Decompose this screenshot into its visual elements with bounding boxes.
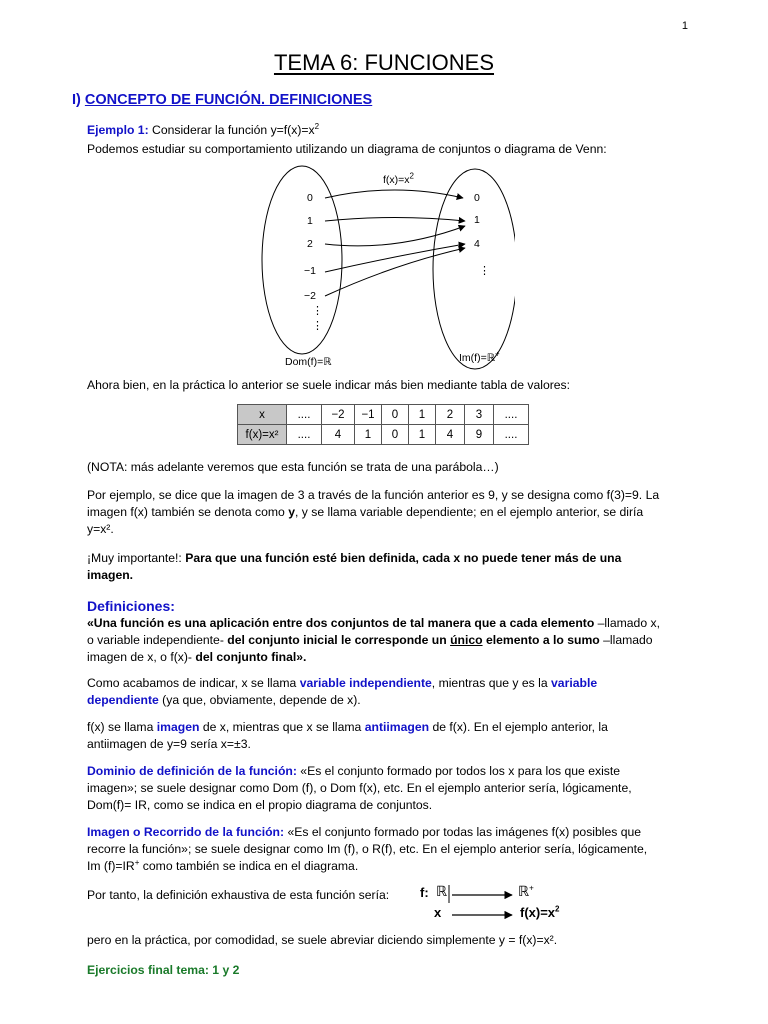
para-line bbox=[87, 675, 697, 692]
table-cell: −1 bbox=[355, 405, 382, 425]
page-number: 1 bbox=[681, 20, 688, 32]
dom-label: Dom(f)=ℝ bbox=[285, 356, 332, 368]
fmap-domain: ℝ bbox=[436, 883, 448, 899]
domain-value: −1 bbox=[304, 265, 316, 277]
domain-ellipse bbox=[262, 166, 342, 354]
def-span: –llamado x, bbox=[594, 616, 660, 630]
para-line bbox=[87, 719, 697, 736]
table-cell: 4 bbox=[436, 425, 465, 445]
table-cell: 4 bbox=[322, 425, 355, 445]
definition-exhaustive: Por tanto, la definición exhaustiva de esta función sería: bbox=[87, 888, 390, 902]
table-cell: 2 bbox=[436, 405, 465, 425]
def-underline: único bbox=[450, 633, 483, 647]
table-cell: 9 bbox=[465, 425, 494, 445]
para-line: Por ejemplo, se dice que la imagen de 3 a través de la función anterior es 9, y se designa como f(3)=9. La bbox=[87, 488, 660, 502]
para-line: recorre la función»; se suele designar como Im (f), o R(f), etc. En el ejemplo anterior sería, lógicamente, bbox=[87, 842, 648, 856]
term-highlight: variable bbox=[551, 676, 598, 690]
table-cell: f(x)=x² bbox=[238, 425, 287, 445]
para-sup: + bbox=[134, 857, 140, 867]
variables-paragraph bbox=[87, 675, 697, 709]
table-cell: .... bbox=[494, 425, 529, 445]
fmap-fx bbox=[520, 905, 560, 920]
fmap-codomain-sup: + bbox=[529, 883, 534, 893]
im-label-text: Im(f)=ℝ bbox=[459, 352, 496, 364]
term-highlight: variable independiente bbox=[299, 676, 432, 690]
para-line: antiimagen de y=9 sería x=±3. bbox=[87, 737, 251, 751]
example-label: Ejemplo 1: bbox=[87, 123, 149, 137]
exercises-link: Ejercicios final tema: 1 y 2 bbox=[87, 963, 240, 977]
arrow-minus2 bbox=[325, 248, 465, 296]
nota-text: (NOTA: más adelante veremos que esta función se trata de una parábola…) bbox=[87, 460, 499, 474]
para-span: Im (f)=IR bbox=[87, 859, 135, 873]
domain-value: 2 bbox=[307, 238, 313, 250]
para-span: , y se llama variable dependiente; en el ejemplo anterior, se diría bbox=[294, 505, 644, 519]
def-bold: del conjunto final». bbox=[195, 650, 307, 664]
values-table bbox=[237, 404, 529, 445]
example-line bbox=[87, 122, 697, 139]
para-line: imagen»; se suele designar como Dom (f), o Dom f(x), etc. En el ejemplo anterior sería, lógicamente, bbox=[87, 781, 632, 795]
def-span: imagen de x, o f(x)- bbox=[87, 650, 196, 664]
para-line bbox=[87, 858, 697, 875]
fmap-codomain-text: ℝ bbox=[518, 883, 530, 899]
fmap-fx-text: f(x)=x bbox=[520, 905, 556, 920]
important-bold: Para que una función esté bien definida, cada x no puede tener más de una bbox=[185, 551, 622, 565]
image-value: 4 bbox=[474, 238, 480, 250]
domain-value: −2 bbox=[304, 290, 316, 302]
dominio-paragraph bbox=[87, 763, 697, 814]
para-line bbox=[87, 615, 697, 632]
para-span: de f(x). En el ejemplo anterior, la bbox=[429, 720, 608, 734]
important-bold: imagen. bbox=[87, 568, 134, 582]
term-highlight: antiimagen bbox=[364, 720, 430, 734]
svg-text:⋮: ⋮ bbox=[479, 265, 490, 277]
svg-text:⋮: ⋮ bbox=[312, 320, 323, 332]
svg-text:⋮: ⋮ bbox=[312, 305, 323, 317]
important-paragraph bbox=[87, 550, 697, 584]
table-row-fx bbox=[238, 425, 529, 445]
arrow-label-sup: 2 bbox=[409, 171, 414, 181]
definiciones-heading: Definiciones: bbox=[87, 598, 175, 614]
para-line: Dom(f)= IR, como se indica en el propio diagrama de conjuntos. bbox=[87, 798, 433, 812]
im-label-sup: + bbox=[495, 349, 500, 359]
fmap-f: f: bbox=[420, 885, 429, 900]
table-cell: 3 bbox=[465, 405, 494, 425]
table-intro: Ahora bien, en la práctica lo anterior se suele indicar más bien mediante tabla de valores: bbox=[87, 378, 571, 392]
table-cell: x bbox=[238, 405, 287, 425]
table-cell: 0 bbox=[382, 425, 409, 445]
def-bold: del conjunto inicial le corresponde un bbox=[227, 633, 451, 647]
para-line bbox=[87, 824, 697, 841]
intro-text: Podemos estudiar su comportamiento utilizando un diagrama de conjuntos o diagrama de Venn: bbox=[87, 142, 607, 156]
recorrido-paragraph bbox=[87, 824, 697, 875]
para-span: imagen f(x) también se denota como bbox=[87, 505, 289, 519]
def-bold: elemento a lo sumo bbox=[482, 633, 600, 647]
table-cell: 1 bbox=[409, 425, 436, 445]
imagen-paragraph bbox=[87, 719, 697, 753]
example-sup: 2 bbox=[314, 121, 320, 131]
def-span: o variable independiente- bbox=[87, 633, 228, 647]
domain-value: 0 bbox=[307, 192, 313, 204]
table-row-x bbox=[238, 405, 529, 425]
example-paragraph bbox=[87, 487, 697, 538]
para-span: «Es el conjunto formado por todos los x para los que existe bbox=[296, 764, 621, 778]
para-bold: y bbox=[288, 505, 295, 519]
function-mapping bbox=[420, 883, 580, 925]
para-span: f(x) se llama bbox=[87, 720, 157, 734]
para-line bbox=[87, 504, 697, 521]
table-cell: .... bbox=[287, 425, 322, 445]
im-label bbox=[459, 349, 500, 364]
arrow-1 bbox=[325, 218, 465, 222]
term-highlight: imagen bbox=[156, 720, 200, 734]
para-span: , mientras que y es la bbox=[431, 676, 552, 690]
para-span: como también se indica en el diagrama. bbox=[139, 859, 359, 873]
table-cell: −2 bbox=[322, 405, 355, 425]
def-span: –llamado bbox=[599, 633, 653, 647]
table-cell: .... bbox=[494, 405, 529, 425]
values-table-grid bbox=[237, 404, 529, 445]
arrow-label-text: f(x)=x bbox=[383, 174, 410, 186]
page-title: TEMA 6: FUNCIONES bbox=[273, 50, 495, 75]
section-title: CONCEPTO DE FUNCIÓN. DEFINICIONES bbox=[84, 92, 373, 108]
para-line bbox=[87, 763, 697, 780]
table-cell: 0 bbox=[382, 405, 409, 425]
table-cell: 1 bbox=[409, 405, 436, 425]
para-line bbox=[87, 692, 697, 709]
para-line bbox=[87, 649, 697, 666]
para-span: (ya que, obviamente, depende de x). bbox=[158, 693, 361, 707]
arrow-0 bbox=[325, 190, 463, 198]
fmap-codomain bbox=[518, 883, 534, 900]
term-highlight: dependiente bbox=[87, 693, 159, 707]
para-span: Como acabamos de indicar, x se llama bbox=[87, 676, 300, 690]
table-cell: .... bbox=[287, 405, 322, 425]
arrow-2 bbox=[325, 226, 465, 246]
important-lead: ¡Muy importante!: bbox=[87, 551, 186, 565]
example-text: Considerar la función y=f(x)=x bbox=[148, 123, 315, 137]
image-value: 1 bbox=[474, 214, 480, 226]
def-bold: «Una función es una aplicación entre dos conjuntos de tal manera que a cada elemento bbox=[87, 616, 595, 630]
term-highlight: Dominio de definición de la función: bbox=[87, 764, 297, 778]
para-span: de x, mientras que x se llama bbox=[199, 720, 365, 734]
domain-value: 1 bbox=[307, 215, 313, 227]
table-cell: 1 bbox=[355, 425, 382, 445]
abbreviation-text: pero en la práctica, por comodidad, se suele abreviar diciendo simplemente y = f(x)=x². bbox=[87, 933, 558, 947]
para-span: «Es el conjunto formado por todas las imágenes f(x) posibles que bbox=[284, 825, 642, 839]
image-value: 0 bbox=[474, 192, 480, 204]
para-line: y=x². bbox=[87, 522, 114, 536]
term-highlight: Imagen o Recorrido de la función: bbox=[87, 825, 285, 839]
venn-diagram bbox=[255, 164, 515, 379]
section-prefix: I) bbox=[72, 92, 85, 108]
fmap-x: x bbox=[434, 905, 442, 920]
para-line bbox=[87, 632, 697, 649]
section-heading bbox=[72, 92, 372, 108]
fmap-fx-sup: 2 bbox=[555, 904, 560, 914]
function-definition bbox=[87, 615, 697, 666]
arrow-label bbox=[383, 171, 414, 186]
